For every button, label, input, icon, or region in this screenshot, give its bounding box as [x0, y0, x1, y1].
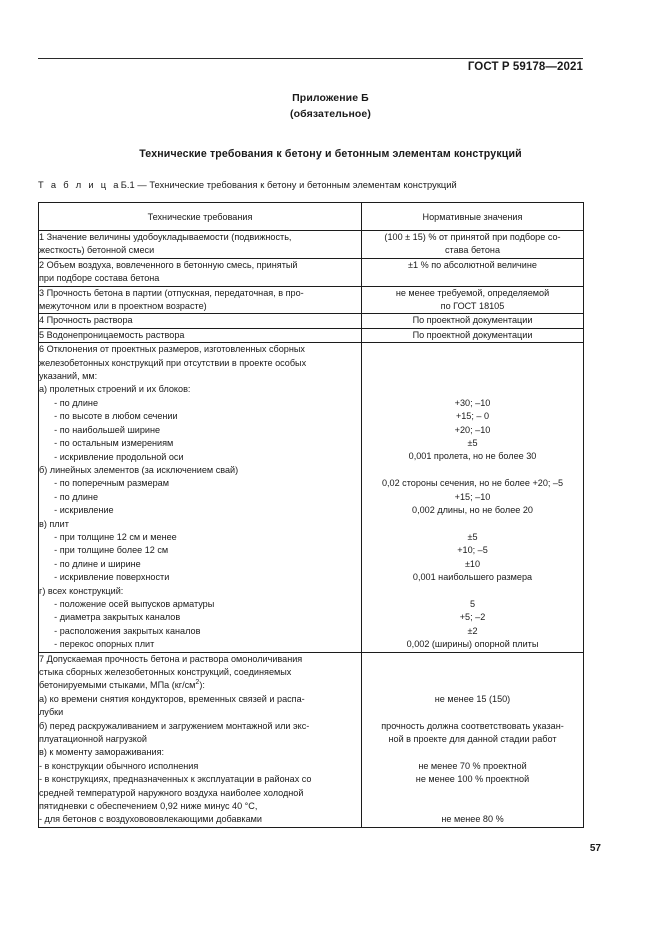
requirement-line: - диаметра закрытых каналов	[39, 612, 181, 623]
normative-value-line	[362, 383, 583, 396]
table-row	[39, 258, 584, 286]
cell-requirement	[39, 328, 362, 342]
normative-value-line: 0,02 стороны сечения, но не более +20; –5	[381, 478, 564, 489]
normative-value-line: ной в проекте для данной стадии работ	[388, 733, 557, 744]
requirement-line: - расположения закрытых каналов	[39, 625, 201, 636]
requirement-line: 5 Водонепроницаемость раствора	[39, 329, 185, 340]
requirement-line: - для бетонов с воздуховововлекающими добавками	[39, 814, 262, 825]
normative-value-line: ±1 % по абсолютной величине	[408, 259, 537, 270]
requirement-line: - по длине	[39, 397, 99, 408]
annex-obligation: (обязательное)	[290, 108, 371, 120]
normative-value-line	[362, 517, 583, 530]
cell-requirement	[39, 314, 362, 328]
requirement-line: - искривление продольной оси	[39, 451, 184, 462]
requirement-line: - в конструкции обычного исполнения	[39, 760, 199, 771]
normative-value-line: +15; –10	[454, 491, 491, 502]
normative-value-line: 0,001 пролета, но не более 30	[408, 451, 537, 462]
cell-normative-value	[362, 286, 584, 314]
requirement-line: б) перед раскружаливанием и загружением монтажной или экс-	[39, 720, 310, 731]
cell-normative-value	[362, 343, 584, 652]
requirement-line: средней температурой наружного воздуха наиболее холодной	[39, 787, 304, 798]
normative-value-line: ±5	[467, 531, 478, 542]
requirement-line: - при толщине 12 см и менее	[39, 531, 177, 542]
requirement-line: а) ко времени снятия кондукторов, временных связей и распа-	[39, 693, 305, 704]
cell-normative-value	[362, 328, 584, 342]
requirement-line: при подборе состава бетона	[39, 273, 160, 284]
normative-value-line	[362, 666, 583, 679]
table-caption	[38, 180, 457, 190]
normative-value-line: 0,001 наибольшего размера	[412, 572, 533, 583]
requirement-line: лубки	[39, 707, 64, 718]
cell-requirement	[39, 343, 362, 652]
normative-value-line: не менее 100 % проектной	[415, 774, 530, 785]
normative-value-line	[362, 357, 583, 370]
normative-value-line: По проектной документации	[412, 315, 533, 326]
normative-value-line	[362, 706, 583, 719]
table-caption-dash: —	[137, 180, 147, 190]
normative-value-line: ±10	[464, 558, 481, 569]
normative-value-line: (100 ± 15) % от принятой при подборе со-	[384, 232, 561, 242]
table-caption-number: Б.1	[120, 180, 135, 190]
requirement-line: - искривление поверхности	[39, 572, 170, 583]
normative-value-line: ±2	[467, 625, 478, 636]
requirement-line: - по высоте в любом сечении	[39, 411, 178, 422]
table-row	[39, 314, 584, 328]
requirement-line: 7 Допускаемая прочность бетона и раствора омоноличивания	[39, 653, 303, 664]
requirement-line: плуатационной нагрузкой	[39, 734, 147, 745]
normative-value-line	[362, 800, 583, 813]
requirement-line: 1 Значение величины удобоукладываемости (подвижность,	[39, 232, 292, 242]
cell-normative-value	[362, 652, 584, 827]
normative-value-line: ±5	[467, 438, 478, 449]
annex-label: Приложение Б	[292, 92, 369, 104]
annex-title: Технические требования к бетону и бетонным элементам конструкций	[139, 148, 522, 160]
cell-requirement	[39, 258, 362, 286]
normative-value-line: не менее 15 (150)	[434, 693, 511, 704]
requirement-line: в) к моменту замораживания:	[39, 747, 165, 758]
column-header-values: Нормативные значения	[362, 203, 584, 231]
requirement-line: - положение осей выпусков арматуры	[39, 598, 215, 609]
normative-value-line: +15; – 0	[455, 411, 490, 422]
normative-value-line	[362, 653, 583, 666]
requirements-table	[38, 202, 584, 828]
requirement-line: - при толщине более 12 см	[39, 545, 169, 556]
requirement-line: жесткость) бетонной смеси	[39, 245, 155, 256]
requirement-line: - по длине	[39, 491, 99, 502]
requirement-line: - перекос опорных плит	[39, 639, 155, 650]
requirement-line: г) всех конструкций:	[39, 585, 124, 596]
normative-value-line: +5; –2	[459, 612, 486, 623]
requirement-line: - по остальным измерениям	[39, 438, 174, 449]
table-header-row	[39, 203, 584, 231]
normative-value-line: +30; –10	[454, 397, 491, 408]
document-standard-code: ГОСТ Р 59178—2021	[467, 61, 583, 73]
requirement-line: - по наибольшей ширине	[39, 424, 161, 435]
table-row	[39, 328, 584, 342]
requirement-line: бетонируемыми стыками, МПа $(кг/см^2)$:	[39, 679, 205, 691]
normative-value-line	[362, 679, 583, 692]
cell-requirement	[39, 231, 362, 259]
requirement-line: стыка сборных железобетонных конструкций, соединяемых	[39, 667, 292, 677]
normative-value-line	[362, 464, 583, 477]
requirement-line: пятидневки с обеспечением 0,92 ниже минус 40 °С,	[39, 801, 258, 812]
table-body	[39, 231, 584, 828]
requirement-line: железобетонных конструкций при отсутствии в проекте особых	[39, 357, 307, 368]
normative-value-line: По проектной документации	[412, 329, 533, 340]
normative-value-line	[362, 787, 583, 800]
normative-value-line: не менее требуемой, определяемой	[395, 287, 550, 298]
requirement-line: б) линейных элементов (за исключением свай)	[39, 464, 239, 475]
requirement-line: - по длине и ширине	[39, 558, 141, 569]
column-header-requirements: Технические требования	[39, 203, 362, 231]
requirement-line: 4 Прочность раствора	[39, 315, 133, 326]
requirement-line: - искривление	[39, 505, 114, 516]
header-rule	[38, 58, 583, 59]
requirement-line: - по поперечным размерам	[39, 478, 169, 489]
requirement-line: в) плит	[39, 518, 69, 529]
normative-value-line: става бетона	[444, 245, 501, 256]
requirement-line: указаний, мм:	[39, 371, 98, 382]
normative-value-line: не менее 80 %	[441, 814, 504, 825]
normative-value-line: 5	[469, 598, 476, 609]
annex-heading	[0, 90, 661, 122]
requirement-line: межуточном или в проектном возрасте)	[39, 301, 207, 312]
requirement-line: а) пролетных строений и их блоков:	[39, 384, 191, 395]
normative-value-line: не менее 70 % проектной	[418, 760, 527, 771]
cell-normative-value	[362, 314, 584, 328]
requirement-line: 3 Прочность бетона в партии (отпускная, передаточная, в про-	[39, 287, 304, 298]
cell-requirement	[39, 652, 362, 827]
requirement-line: 6 Отклонения от проектных размеров, изготовленных сборных	[39, 344, 305, 355]
table-row	[39, 652, 584, 827]
page-number: 57	[589, 843, 601, 854]
cell-requirement	[39, 286, 362, 314]
normative-value-line: по ГОСТ 18105	[440, 301, 505, 312]
normative-value-line	[362, 746, 583, 759]
normative-value-line: 0,002 (ширины) опорной плиты	[406, 639, 539, 650]
cell-normative-value	[362, 258, 584, 286]
normative-value-line	[362, 584, 583, 597]
requirement-line: 2 Объем воздуха, вовлеченного в бетонную смесь, принятый	[39, 259, 298, 270]
normative-value-line: +20; –10	[454, 424, 491, 435]
table-row	[39, 231, 584, 259]
normative-value-line: 0,002 длины, но не более 20	[412, 505, 533, 516]
normative-value-line	[362, 343, 583, 356]
table-row	[39, 286, 584, 314]
normative-value-line: прочность должна соответствовать указан-	[381, 720, 564, 731]
normative-value-line: +10; –5	[457, 545, 488, 556]
cell-normative-value	[362, 231, 584, 259]
normative-value-line	[362, 370, 583, 383]
table-caption-label: Т а б л и ц а	[38, 180, 121, 190]
table-caption-text: Технические требования к бетону и бетонным элементам конструкций	[149, 180, 457, 190]
requirement-line: - в конструкциях, предназначенных к эксплуатации в районах со	[39, 774, 312, 785]
table-row	[39, 343, 584, 652]
